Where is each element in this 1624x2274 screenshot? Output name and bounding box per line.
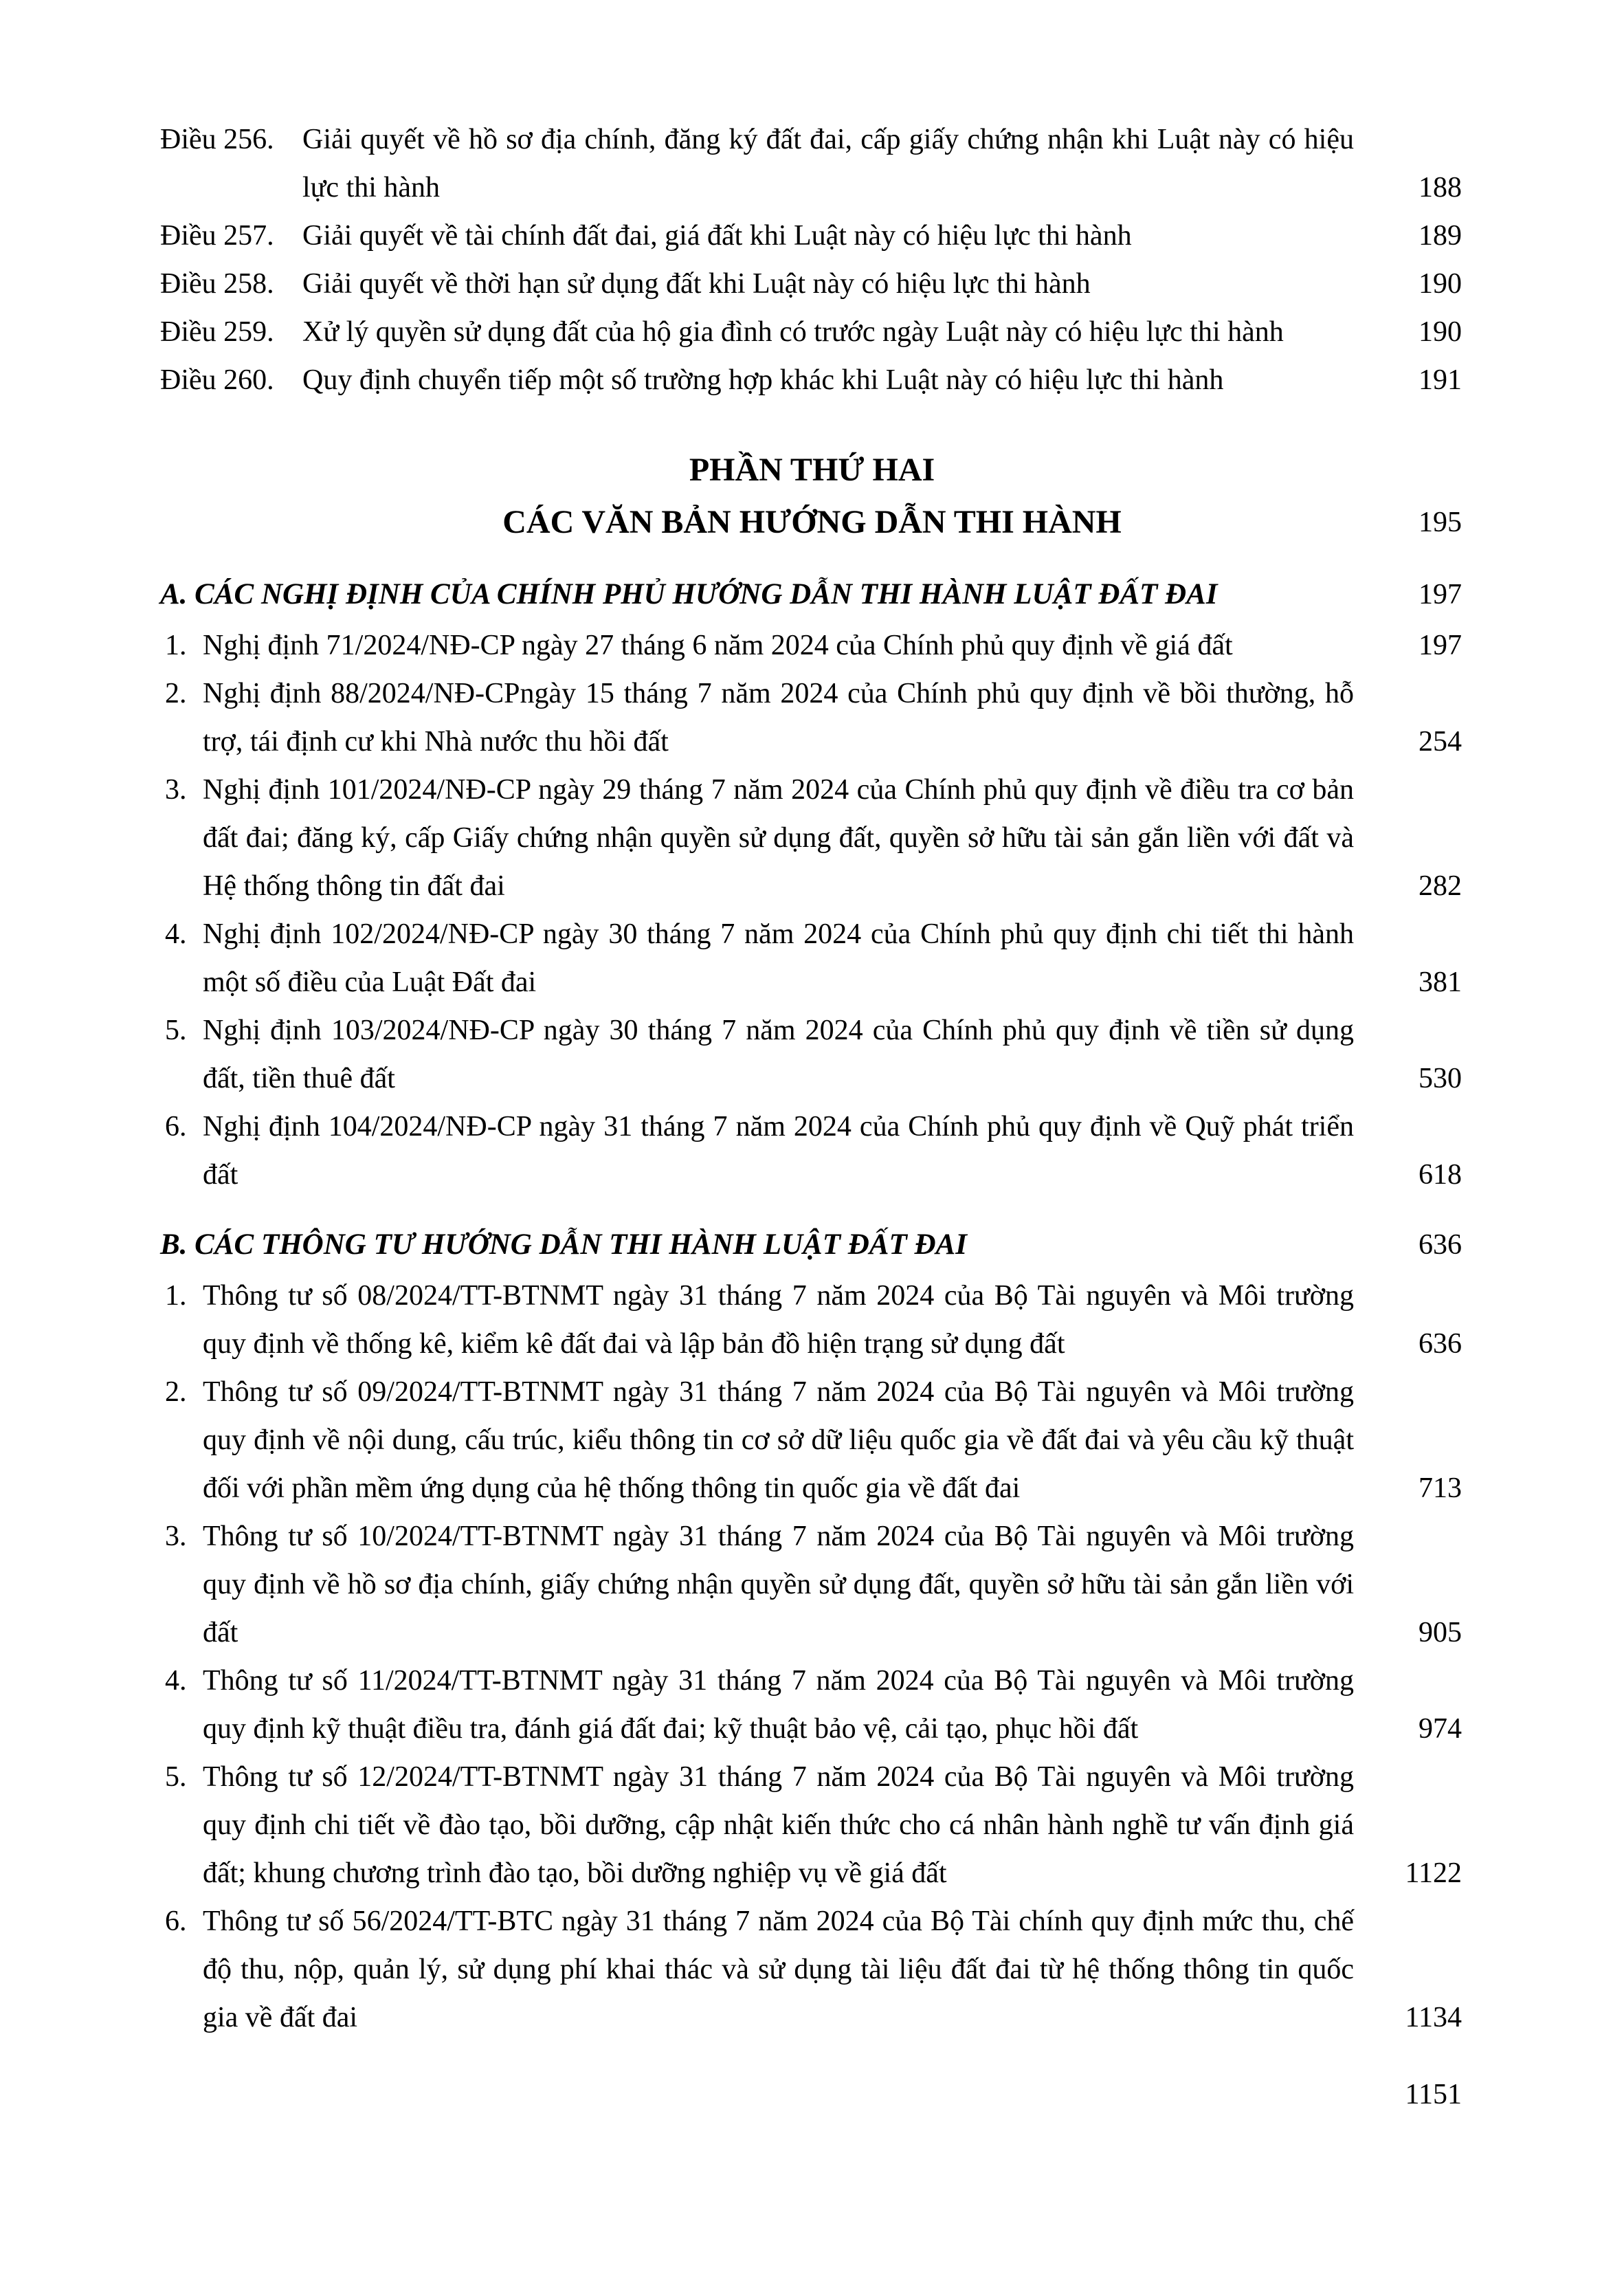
item-number: 4.: [165, 1665, 187, 1697]
toc-entry-text: [160, 766, 1354, 910]
page-number: 713: [1419, 1472, 1462, 1504]
item-title: Thông tư số 56/2024/TT-BTC ngày 31 tháng 7 năm 2024 của Bộ Tài chính quy định mức thu, chế độ thu, nộp, quản lý, sử dụng phí khai thác và sử dụng tài liệu đất đai từ hệ thống thông tin quốc gia về đất đai: [203, 1906, 1354, 2033]
article-number: Điều 257.: [160, 220, 274, 252]
toc-entry: [160, 910, 1462, 1006]
toc-entry: [160, 1512, 1462, 1657]
part-heading-line2: CÁC VĂN BẢN HƯỚNG DẪN THI HÀNH: [502, 504, 1122, 540]
item-number: 6.: [165, 1111, 187, 1142]
article-title: Giải quyết về thời hạn sử dụng đất khi Luật này có hiệu lực thi hành: [302, 268, 1091, 300]
toc-entry-text: [160, 1897, 1354, 2042]
section-a-title: A. CÁC NGHỊ ĐỊNH CỦA CHÍNH PHỦ HƯỚNG DẪN THI HÀNH LUẬT ĐẤT ĐAI: [160, 578, 1218, 610]
page-number: 191: [1419, 364, 1462, 396]
page-number: 282: [1419, 870, 1462, 902]
page-number: 530: [1419, 1063, 1462, 1094]
article-number: Điều 260.: [160, 364, 274, 396]
toc-entry: [160, 1753, 1462, 1897]
toc-entry-text: [160, 621, 1354, 670]
item-title: Thông tư số 10/2024/TT-BTNMT ngày 31 tháng 7 năm 2024 của Bộ Tài nguyên và Môi trường quy định về hồ sơ địa chính, giấy chứng nhận quyền sử dụng đất, quyền sở hữu tài sản gắn liền với đất: [203, 1521, 1354, 1648]
folio-page-number: 1151: [1405, 2079, 1462, 2110]
page-number: 188: [1419, 172, 1462, 203]
item-title: Nghị định 71/2024/NĐ-CP ngày 27 tháng 6 năm 2024 của Chính phủ quy định về giá đất: [203, 630, 1233, 661]
toc-entry: [160, 1657, 1462, 1753]
toc-entry-text: [160, 260, 1354, 308]
page-number: 190: [1419, 268, 1462, 300]
page-number: 189: [1419, 220, 1462, 252]
page-number: 197: [1419, 630, 1462, 661]
section-b-heading: [160, 1222, 1462, 1268]
toc-entry-text: [160, 308, 1354, 356]
page-number: 636: [1419, 1229, 1462, 1261]
toc-entry: [160, 356, 1462, 404]
page-number: 636: [1419, 1328, 1462, 1360]
item-title: Nghị định 103/2024/NĐ-CP ngày 30 tháng 7 năm 2024 của Chính phủ quy định về tiền sử dụng đất, tiền thuê đất: [203, 1015, 1354, 1094]
item-title: Nghị định 88/2024/NĐ-CPngày 15 tháng 7 năm 2024 của Chính phủ quy định về bồi thường, hỗ trợ, tái định cư khi Nhà nước thu hồi đất: [203, 678, 1354, 758]
toc-entry: [160, 670, 1462, 766]
toc-entry-text: [160, 1272, 1354, 1368]
item-number: 3.: [165, 774, 187, 806]
item-title: Thông tư số 11/2024/TT-BTNMT ngày 31 tháng 7 năm 2024 của Bộ Tài nguyên và Môi trường quy định kỹ thuật điều tra, đánh giá đất đai; kỹ thuật bảo vệ, cải tạo, phục hồi đất: [203, 1665, 1354, 1745]
toc-entry-text: [160, 1657, 1354, 1753]
toc-entry-text: [160, 910, 1354, 1006]
section-a-heading: [160, 572, 1462, 617]
toc-entry: [160, 308, 1462, 356]
toc-entry-text: [160, 1368, 1354, 1512]
toc-entry-text: [160, 1103, 1354, 1199]
page-number: 381: [1419, 967, 1462, 998]
part-heading: [160, 444, 1462, 549]
page-number: 618: [1419, 1159, 1462, 1191]
item-title: Nghị định 104/2024/NĐ-CP ngày 31 tháng 7 năm 2024 của Chính phủ quy định về Quỹ phát triển đất: [203, 1111, 1354, 1191]
toc-entry: [160, 766, 1462, 910]
item-number: 1.: [165, 630, 187, 661]
item-number: 6.: [165, 1906, 187, 1937]
toc-entry: [160, 115, 1462, 212]
page-number: 197: [1419, 579, 1462, 610]
article-number: Điều 259.: [160, 316, 274, 348]
article-title: Giải quyết về hồ sơ địa chính, đăng ký đất đai, cấp giấy chứng nhận khi Luật này có hiệu lực thi hành: [302, 124, 1354, 203]
article-title: Giải quyết về tài chính đất đai, giá đất khi Luật này có hiệu lực thi hành: [302, 220, 1132, 252]
toc-entry-text: [160, 670, 1354, 766]
toc-entry: [160, 1006, 1462, 1103]
item-number: 4.: [165, 918, 187, 950]
toc-entry: [160, 260, 1462, 308]
toc-entry-text: [160, 115, 1354, 212]
page-number: 190: [1419, 316, 1462, 348]
toc-entry-text: [160, 1753, 1354, 1897]
page-number: 254: [1419, 726, 1462, 758]
item-number: 1.: [165, 1280, 187, 1312]
page-number: 974: [1419, 1713, 1462, 1745]
toc-entry: [160, 1897, 1462, 2042]
item-title: Thông tư số 09/2024/TT-BTNMT ngày 31 tháng 7 năm 2024 của Bộ Tài nguyên và Môi trường quy định về nội dung, cấu trúc, kiểu thông tin cơ sở dữ liệu quốc gia về đất đai và yêu cầu kỹ thuật đối với phần mềm ứng dụng của hệ thống thông tin quốc gia về đất đai: [203, 1376, 1354, 1504]
item-title: Thông tư số 12/2024/TT-BTNMT ngày 31 tháng 7 năm 2024 của Bộ Tài nguyên và Môi trường quy định chi tiết về đào tạo, bồi dưỡng, cập nhật kiến thức cho cá nhân hành nghề tư vấn định giá đất; khung chương trình đào tạo, bồi dưỡng nghiệp vụ về giá đất: [203, 1761, 1354, 1889]
item-number: 2.: [165, 678, 187, 709]
toc-entry: [160, 1368, 1462, 1512]
section-b-title: B. CÁC THÔNG TƯ HƯỚNG DẪN THI HÀNH LUẬT ĐẤT ĐAI: [160, 1228, 967, 1261]
part-heading-line1: PHẦN THỨ HAI: [689, 452, 935, 488]
article-number: Điều 256.: [160, 124, 274, 155]
item-number: 2.: [165, 1376, 187, 1408]
table-of-contents: [160, 115, 1462, 2042]
toc-entry: [160, 1103, 1462, 1199]
toc-entry-text: [160, 356, 1354, 404]
article-number: Điều 258.: [160, 268, 274, 300]
item-number: 3.: [165, 1521, 187, 1552]
toc-entry-text: [160, 212, 1354, 260]
toc-entry: [160, 621, 1462, 670]
part-heading-text: [160, 444, 1354, 549]
item-title: Nghị định 102/2024/NĐ-CP ngày 30 tháng 7 năm 2024 của Chính phủ quy định chi tiết thi hành một số điều của Luật Đất đai: [203, 918, 1354, 998]
article-title: Xử lý quyền sử dụng đất của hộ gia đình có trước ngày Luật này có hiệu lực thi hành: [302, 316, 1284, 348]
item-title: Thông tư số 08/2024/TT-BTNMT ngày 31 tháng 7 năm 2024 của Bộ Tài nguyên và Môi trường quy định về thống kê, kiểm kê đất đai và lập bản đồ hiện trạng sử dụng đất: [203, 1280, 1354, 1360]
page-number: 905: [1419, 1617, 1462, 1648]
toc-entry: [160, 1272, 1462, 1368]
toc-entry: [160, 212, 1462, 260]
item-number: 5.: [165, 1015, 187, 1046]
page-number: 1134: [1405, 2002, 1462, 2033]
page-number: 1122: [1405, 1857, 1462, 1889]
toc-entry-text: [160, 1006, 1354, 1103]
article-title: Quy định chuyển tiếp một số trường hợp khác khi Luật này có hiệu lực thi hành: [302, 364, 1224, 396]
toc-entry-text: [160, 1512, 1354, 1657]
page-number: 195: [1419, 507, 1462, 538]
item-title: Nghị định 101/2024/NĐ-CP ngày 29 tháng 7 năm 2024 của Chính phủ quy định về điều tra cơ bản đất đai; đăng ký, cấp Giấy chứng nhận quyền sử dụng đất, quyền sở hữu tài sản gắn liền với đất và Hệ thống thông tin đất đai: [203, 774, 1354, 902]
item-number: 5.: [165, 1761, 187, 1793]
